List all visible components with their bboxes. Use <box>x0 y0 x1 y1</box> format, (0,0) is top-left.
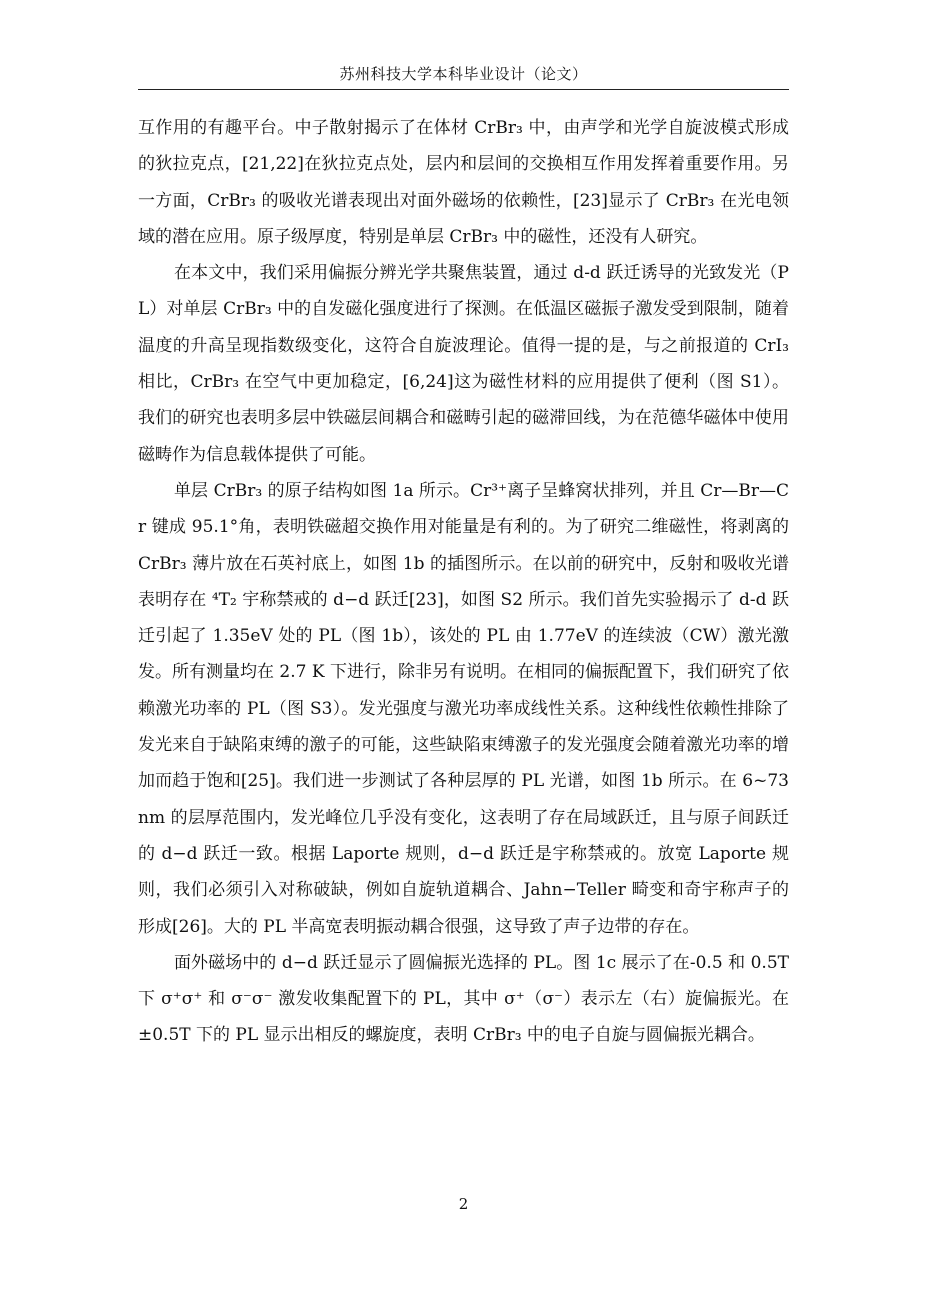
paragraph: 单层 CrBr₃ 的原子结构如图 1a 所示。Cr³⁺离子呈蜂窝状排列，并且 Cr—Br—Cr 键成 95.1°角，表明铁磁超交换作用对能量是有利的。为了研究二维磁性，将剥离的 CrBr₃ 薄片放在石英衬底上，如图 1b 的插图所示。在以前的研究中，反射和吸收光谱表明存在 ⁴T₂ 宇称禁戒的 d−d 跃迁[23]，如图 S2 所示。我们首先实验揭示了 d-d 跃迁引起了 1.35eV 处的 PL（图 1b），该处的 PL 由 1.77eV 的连续波（CW）激光激发。所有测量均在 2.7 K 下进行，除非另有说明。在相同的偏振配置下，我们研究了依赖激光功率的 PL（图 S3）。发光强度与激光功率成线性关系。这种线性依赖性排除了发光来自于缺陷束缚的激子的可能，这些缺陷束缚激子的发光强度会随着激光功率的增加而趋于饱和[25]。我们进一步测试了各种层厚的 PL 光谱，如图 1b 所示。在 6~73nm 的层厚范围内，发光峰位几乎没有变化，这表明了存在局域跃迁，且与原子间跃迁的 d−d 跃迁一致。根据 Laporte 规则，d−d 跃迁是宇称禁戒的。放宽 Laporte 规则，我们必须引入对称破缺，例如自旋轨道耦合、Jahn−Teller 畸变和奇宇称声子的形成[26]。大的 PL 半高宽表明振动耦合很强，这导致了声子边带的存在。 <box>138 480 789 937</box>
body-text <box>138 110 789 1054</box>
header-divider <box>138 89 789 90</box>
page-header: 苏州科技大学本科毕业设计（论文） <box>339 65 588 83</box>
paragraph: 面外磁场中的 d−d 跃迁显示了圆偏振光选择的 PL。图 1c 展示了在-0.5 和 0.5T 下 σ⁺σ⁺ 和 σ⁻σ⁻ 激发收集配置下的 PL，其中 σ⁺（σ⁻）表示左（右）旋偏振光。在 ±0.5T 下的 PL 显示出相反的螺旋度，表明 CrBr₃ 中的电子自旋与圆偏振光耦合。 <box>138 952 789 1046</box>
paragraph: 在本文中，我们采用偏振分辨光学共聚焦装置，通过 d-d 跃迁诱导的光致发光（PL）对单层 CrBr₃ 中的自发磁化强度进行了探测。在低温区磁振子激发受到限制，随着温度的升高呈现指数级变化，这符合自旋波理论。值得一提的是，与之前报道的 CrI₃ 相比，CrBr₃ 在空气中更加稳定，[6,24]这为磁性材料的应用提供了便利（图 S1）。我们的研究也表明多层中铁磁层间耦合和磁畴引起的磁滞回线，为在范德华磁体中使用磁畴作为信息载体提供了可能。 <box>138 263 789 465</box>
paragraph-continued: 互作用的有趣平台。中子散射揭示了在体材 CrBr₃ 中，由声学和光学自旋波模式形成的狄拉克点，[21,22]在狄拉克点处，层内和层间的交换相互作用发挥着重要作用。另一方面，CrBr₃ 的吸收光谱表现出对面外磁场的依赖性，[23]显示了 CrBr₃ 在光电领域的潜在应用。原子级厚度，特别是单层 CrBr₃ 中的磁性，还没有人研究。 <box>138 118 789 247</box>
page-number: 2 <box>458 1195 469 1213</box>
